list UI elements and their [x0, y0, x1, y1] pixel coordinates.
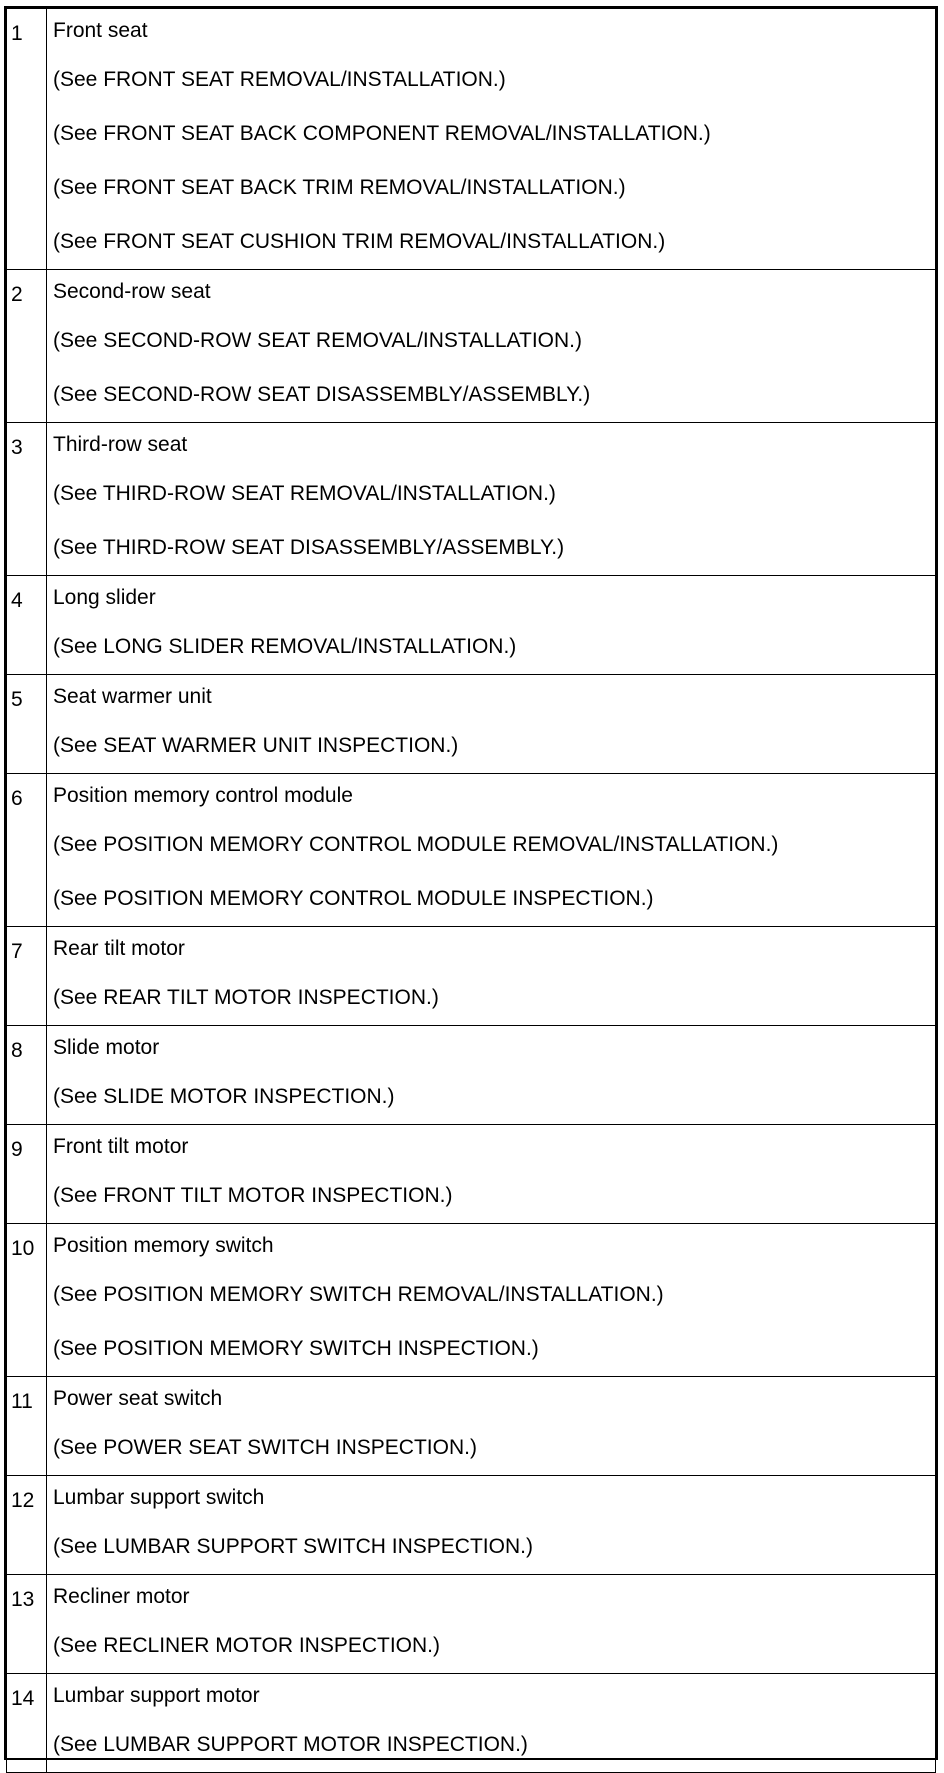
item-description-cell [47, 674, 936, 773]
see-reference-link[interactable]: (See LUMBAR SUPPORT SWITCH INSPECTION.) [53, 1534, 533, 1558]
component-name: Position memory control module [53, 783, 353, 807]
see-reference-link[interactable]: (See POSITION MEMORY CONTROL MODULE REMOVAL/INSTALLATION.) [53, 832, 779, 856]
item-number: 12 [7, 1475, 47, 1574]
see-reference-link[interactable]: (See LUMBAR SUPPORT MOTOR INSPECTION.) [53, 1732, 528, 1756]
table-row [7, 773, 936, 926]
component-name: Position memory switch [53, 1233, 274, 1257]
table-row [7, 674, 936, 773]
item-description-cell [47, 1574, 936, 1673]
item-description-cell [47, 9, 936, 270]
see-reference-link[interactable]: (See SECOND-ROW SEAT REMOVAL/INSTALLATION.) [53, 328, 582, 352]
see-reference-link[interactable]: (See SEAT WARMER UNIT INSPECTION.) [53, 733, 459, 757]
table-row [7, 1025, 936, 1124]
see-reference-link[interactable]: (See SLIDE MOTOR INSPECTION.) [53, 1084, 395, 1108]
table-row [7, 1574, 936, 1673]
component-reference-table-frame [4, 6, 938, 1760]
component-name: Slide motor [53, 1035, 160, 1059]
table-row [7, 1124, 936, 1223]
component-name: Front tilt motor [53, 1134, 189, 1158]
see-reference-link[interactable]: (See FRONT SEAT BACK COMPONENT REMOVAL/INSTALLATION.) [53, 122, 711, 146]
item-description-cell [47, 1673, 936, 1772]
item-number: 11 [7, 1376, 47, 1475]
table-row [7, 269, 936, 422]
see-reference-link[interactable]: (See FRONT SEAT CUSHION TRIM REMOVAL/INSTALLATION.) [53, 229, 666, 253]
item-number: 7 [7, 926, 47, 1025]
see-reference-link[interactable]: (See FRONT SEAT REMOVAL/INSTALLATION.) [53, 68, 506, 92]
see-reference-link[interactable]: (See LONG SLIDER REMOVAL/INSTALLATION.) [53, 634, 517, 658]
see-reference-link[interactable]: (See POSITION MEMORY SWITCH REMOVAL/INSTALLATION.) [53, 1282, 664, 1306]
table-row [7, 926, 936, 1025]
table-row [7, 1673, 936, 1772]
table-row [7, 1223, 936, 1376]
item-number: 5 [7, 674, 47, 773]
see-reference-link[interactable]: (See THIRD-ROW SEAT DISASSEMBLY/ASSEMBLY.) [53, 535, 565, 559]
component-name: Third-row seat [53, 432, 188, 456]
see-reference-link[interactable]: (See RECLINER MOTOR INSPECTION.) [53, 1633, 441, 1657]
see-reference-link[interactable]: (See SECOND-ROW SEAT DISASSEMBLY/ASSEMBLY.) [53, 382, 591, 406]
component-name: Front seat [53, 19, 148, 42]
item-description-cell [47, 1475, 936, 1574]
item-description-cell [47, 269, 936, 422]
item-number: 3 [7, 422, 47, 575]
component-name: Power seat switch [53, 1386, 223, 1410]
table-row [7, 1376, 936, 1475]
item-number: 13 [7, 1574, 47, 1673]
component-name: Lumbar support switch [53, 1485, 265, 1509]
see-reference-link[interactable]: (See POSITION MEMORY SWITCH INSPECTION.) [53, 1336, 539, 1360]
item-description-cell [47, 575, 936, 674]
item-description-cell [47, 1124, 936, 1223]
item-number: 6 [7, 773, 47, 926]
item-description-cell [47, 773, 936, 926]
table-row [7, 1475, 936, 1574]
table-row [7, 575, 936, 674]
component-name: Seat warmer unit [53, 684, 212, 708]
see-reference-link[interactable]: (See FRONT SEAT BACK TRIM REMOVAL/INSTALLATION.) [53, 175, 626, 199]
item-number: 9 [7, 1124, 47, 1223]
see-reference-link[interactable]: (See THIRD-ROW SEAT REMOVAL/INSTALLATION.) [53, 481, 556, 505]
item-description-cell [47, 422, 936, 575]
item-number: 1 [7, 9, 47, 270]
table-body [7, 9, 936, 1773]
item-description-cell [47, 1376, 936, 1475]
item-description-cell [47, 1223, 936, 1376]
item-description-cell [47, 926, 936, 1025]
see-reference-link[interactable]: (See POWER SEAT SWITCH INSPECTION.) [53, 1435, 477, 1459]
component-name: Long slider [53, 585, 156, 609]
component-name: Recliner motor [53, 1584, 190, 1608]
item-description-cell [47, 1025, 936, 1124]
item-number: 2 [7, 269, 47, 422]
item-number: 4 [7, 575, 47, 674]
see-reference-link[interactable]: (See REAR TILT MOTOR INSPECTION.) [53, 985, 439, 1009]
see-reference-link[interactable]: (See FRONT TILT MOTOR INSPECTION.) [53, 1183, 453, 1207]
component-name: Rear tilt motor [53, 936, 185, 960]
component-reference-table [6, 8, 936, 1773]
component-name: Lumbar support motor [53, 1683, 260, 1707]
item-number: 14 [7, 1673, 47, 1772]
item-number: 8 [7, 1025, 47, 1124]
component-name: Second-row seat [53, 279, 211, 303]
table-row [7, 422, 936, 575]
table-row [7, 9, 936, 270]
item-number: 10 [7, 1223, 47, 1376]
see-reference-link[interactable]: (See POSITION MEMORY CONTROL MODULE INSPECTION.) [53, 886, 654, 910]
